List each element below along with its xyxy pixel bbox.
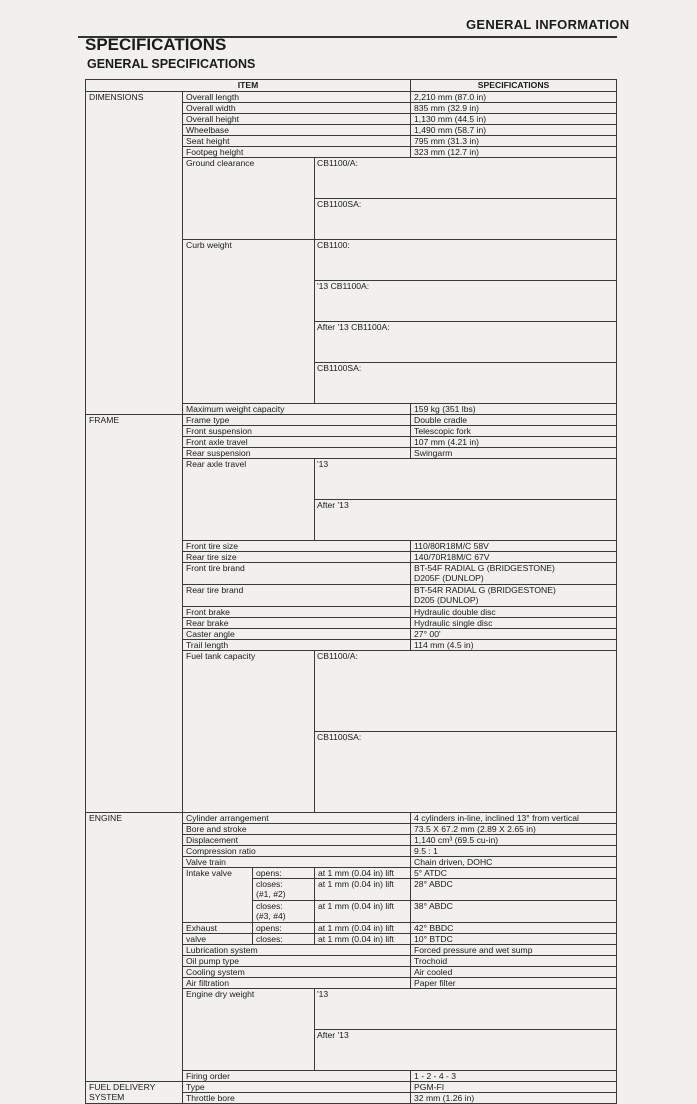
spec-value: 1,130 mm (44.5 in) [414, 114, 487, 124]
table-row [86, 1082, 617, 1093]
variant-cell: After '13 [315, 500, 617, 541]
item-column-header: ITEM [86, 80, 411, 92]
spec-value: 835 mm (32.9 in) [414, 103, 479, 113]
item-cell: valve [183, 934, 253, 945]
page-subtitle: GENERAL SPECIFICATIONS [87, 57, 256, 71]
item-cell: Wheelbase [183, 125, 411, 136]
spec-value: 73.5 X 67.2 mm (2.89 X 2.65 in) [414, 824, 536, 834]
spec-value: Paper filter [414, 978, 456, 988]
spec-value-cell [411, 404, 617, 415]
spec-value: Forced pressure and wet sump [414, 945, 533, 955]
item-cell: Curb weight [183, 240, 315, 404]
spec-value: 114 mm (4.5 in) [414, 640, 474, 650]
spec-value-cell [411, 618, 617, 629]
spec-value: BT-54F RADIAL G (BRIDGESTONE) [414, 563, 555, 573]
item-cell: Bore and stroke [183, 824, 411, 835]
category-label: FUEL DELIVERY [89, 1082, 156, 1092]
item-cell: Oil pump type [183, 956, 411, 967]
spec-value: Telescopic fork [414, 426, 471, 436]
spec-value-cell [411, 967, 617, 978]
spec-value: 4 cylinders in-line, inclined 13° from vertical [414, 813, 579, 823]
spec-value-cell [411, 934, 617, 945]
spec-value-cell [411, 923, 617, 934]
item-cell: Air filtration [183, 978, 411, 989]
variant-cell: '13 [315, 459, 617, 500]
spec-value: 28° ABDC [414, 879, 453, 889]
item-cell: Ground clearance [183, 158, 315, 240]
spec-value-cell [411, 879, 617, 901]
item-cell: Trail length [183, 640, 411, 651]
spec-value-cell [411, 629, 617, 640]
page-title: SPECIFICATIONS [85, 35, 227, 54]
spec-value: Hydraulic single disc [414, 618, 493, 628]
spec-value-cell [411, 437, 617, 448]
category-cell [86, 1082, 183, 1104]
spec-value: 38° ABDC [414, 901, 453, 911]
item-cell: Front tire size [183, 541, 411, 552]
spec-value-cell [411, 426, 617, 437]
table-row [86, 92, 617, 103]
valve-event-label: closes: [256, 901, 283, 911]
spec-value-cell [411, 640, 617, 651]
item-cell: Intake valve [183, 868, 253, 923]
variant-cell: CB1100SA: [315, 363, 617, 404]
spec-value-cell [411, 945, 617, 956]
spec-value-cell [411, 114, 617, 125]
table-header-row [86, 80, 617, 92]
item-cell: Seat height [183, 136, 411, 147]
section-header: GENERAL INFORMATION [466, 17, 630, 32]
variant-cell: CB1100/A: [315, 651, 617, 732]
variant-cell: CB1100/A: [315, 158, 617, 199]
spec-value-cell [411, 125, 617, 136]
spec-value-cell [411, 978, 617, 989]
spec-value-cell [411, 835, 617, 846]
spec-value-cell [411, 868, 617, 879]
variant-cell: After '13 CB1100A: [315, 322, 617, 363]
item-cell: Rear tire size [183, 552, 411, 563]
lift-cell: at 1 mm (0.04 in) lift [315, 934, 411, 945]
item-cell: Rear suspension [183, 448, 411, 459]
spec-column-header: SPECIFICATIONS [411, 80, 617, 92]
spec-value: Swingarm [414, 448, 453, 458]
valve-event-cell [253, 934, 315, 945]
item-cell: Compression ratio [183, 846, 411, 857]
item-cell: Caster angle [183, 629, 411, 640]
spec-value: PGM-FI [414, 1082, 445, 1092]
item-cell: Overall length [183, 92, 411, 103]
valve-event-label: opens: [256, 868, 282, 878]
spec-value-cell [411, 563, 617, 585]
category-label: DIMENSIONS [89, 92, 144, 102]
spec-value-cell [411, 1093, 617, 1104]
valve-event-cell [253, 868, 315, 879]
item-cell: Firing order [183, 1071, 411, 1082]
category-cell [86, 415, 183, 813]
spec-value-cell [411, 136, 617, 147]
spec-value: 5° ATDC [414, 868, 447, 878]
spec-value: 795 mm (31.3 in) [414, 136, 479, 146]
spec-value: 323 mm (12.7 in) [414, 147, 479, 157]
spec-value-cell [411, 147, 617, 158]
item-cell: Front tire brand [183, 563, 411, 585]
spec-value: BT-54R RADIAL G (BRIDGESTONE) [414, 585, 556, 595]
table-row [86, 813, 617, 824]
spec-value-cell [411, 956, 617, 967]
item-cell: Rear tire brand [183, 585, 411, 607]
item-cell: Maximum weight capacity [183, 404, 411, 415]
variant-cell: CB1100SA: [315, 199, 617, 240]
spec-value-cell [411, 846, 617, 857]
spec-value: 1 - 2 - 4 - 3 [414, 1071, 457, 1081]
cylinder-label: (#3, #4) [256, 911, 286, 921]
item-cell: Type [183, 1082, 411, 1093]
spec-value: 9.5 : 1 [414, 846, 438, 856]
spec-value-cell [411, 813, 617, 824]
item-cell: Frame type [183, 415, 411, 426]
variant-cell: After '13 [315, 1030, 617, 1071]
spec-value-cell [411, 857, 617, 868]
spec-value: 42° BBDC [414, 923, 454, 933]
lift-cell: at 1 mm (0.04 in) lift [315, 901, 411, 923]
spec-value-cell [411, 901, 617, 923]
spec-value: Double cradle [414, 415, 468, 425]
spec-value-2: D205 (DUNLOP) [414, 595, 479, 605]
spec-value: 10° BTDC [414, 934, 453, 944]
cylinder-label: (#1, #2) [256, 889, 286, 899]
category-label: ENGINE [89, 813, 122, 823]
valve-event-label: opens: [256, 923, 282, 933]
spec-value-cell [411, 92, 617, 103]
spec-value: 110/80R18M/C 58V [414, 541, 489, 551]
spec-value-cell [411, 103, 617, 114]
table-row [86, 415, 617, 426]
spec-value: Hydraulic double disc [414, 607, 496, 617]
item-cell: Engine dry weight [183, 989, 315, 1071]
item-cell: Throttle bore [183, 1093, 411, 1104]
spec-value: 107 mm (4.21 in) [414, 437, 479, 447]
spec-value-cell [411, 541, 617, 552]
spec-value: Air cooled [414, 967, 453, 977]
lift-cell: at 1 mm (0.04 in) lift [315, 923, 411, 934]
category-label: FRAME [89, 415, 120, 425]
spec-value-cell [411, 552, 617, 563]
item-cell: Displacement [183, 835, 411, 846]
valve-event-cell [253, 923, 315, 934]
spec-value-cell [411, 1082, 617, 1093]
spec-value-cell [411, 448, 617, 459]
item-cell: Front brake [183, 607, 411, 618]
item-cell: Rear axle travel [183, 459, 315, 541]
item-cell: Cylinder arrangement [183, 813, 411, 824]
spec-value-cell [411, 607, 617, 618]
item-cell: Front suspension [183, 426, 411, 437]
spec-value: 159 kg (351 lbs) [414, 404, 476, 414]
spec-value-cell [411, 1071, 617, 1082]
spec-value: 32 mm (1.26 in) [414, 1093, 475, 1103]
variant-cell: '13 CB1100A: [315, 281, 617, 322]
spec-value-2: D205F (DUNLOP) [414, 573, 484, 583]
spec-value: 1,140 cm³ (69.5 cu-in) [414, 835, 499, 845]
item-cell: Footpeg height [183, 147, 411, 158]
item-cell: Overall height [183, 114, 411, 125]
category-cell [86, 813, 183, 1082]
variant-cell: '13 [315, 989, 617, 1030]
category-cell [86, 92, 183, 415]
spec-table [85, 79, 617, 1104]
spec-value: 140/70R18M/C 67V [414, 552, 490, 562]
spec-value: Trochoid [414, 956, 448, 966]
spec-value: Chain driven, DOHC [414, 857, 493, 867]
valve-event-label: closes: [256, 879, 283, 889]
lift-cell: at 1 mm (0.04 in) lift [315, 868, 411, 879]
variant-cell: CB1100SA: [315, 732, 617, 813]
spec-value: 27° 00' [414, 629, 441, 639]
valve-event-cell [253, 879, 315, 901]
spec-value-cell [411, 824, 617, 835]
variant-cell: CB1100: [315, 240, 617, 281]
item-cell: Exhaust [183, 923, 253, 934]
category-label: SYSTEM [89, 1092, 125, 1102]
spec-value: 2,210 mm (87.0 in) [414, 92, 487, 102]
item-cell: Valve train [183, 857, 411, 868]
item-cell: Cooling system [183, 967, 411, 978]
valve-event-label: closes: [256, 934, 283, 944]
item-cell: Lubrication system [183, 945, 411, 956]
spec-value-cell [411, 415, 617, 426]
spec-value-cell [411, 585, 617, 607]
item-cell: Rear brake [183, 618, 411, 629]
item-cell: Overall width [183, 103, 411, 114]
item-cell: Front axle travel [183, 437, 411, 448]
spec-value: 1,490 mm (58.7 in) [414, 125, 487, 135]
valve-event-cell [253, 901, 315, 923]
item-cell: Fuel tank capacity [183, 651, 315, 813]
lift-cell: at 1 mm (0.04 in) lift [315, 879, 411, 901]
